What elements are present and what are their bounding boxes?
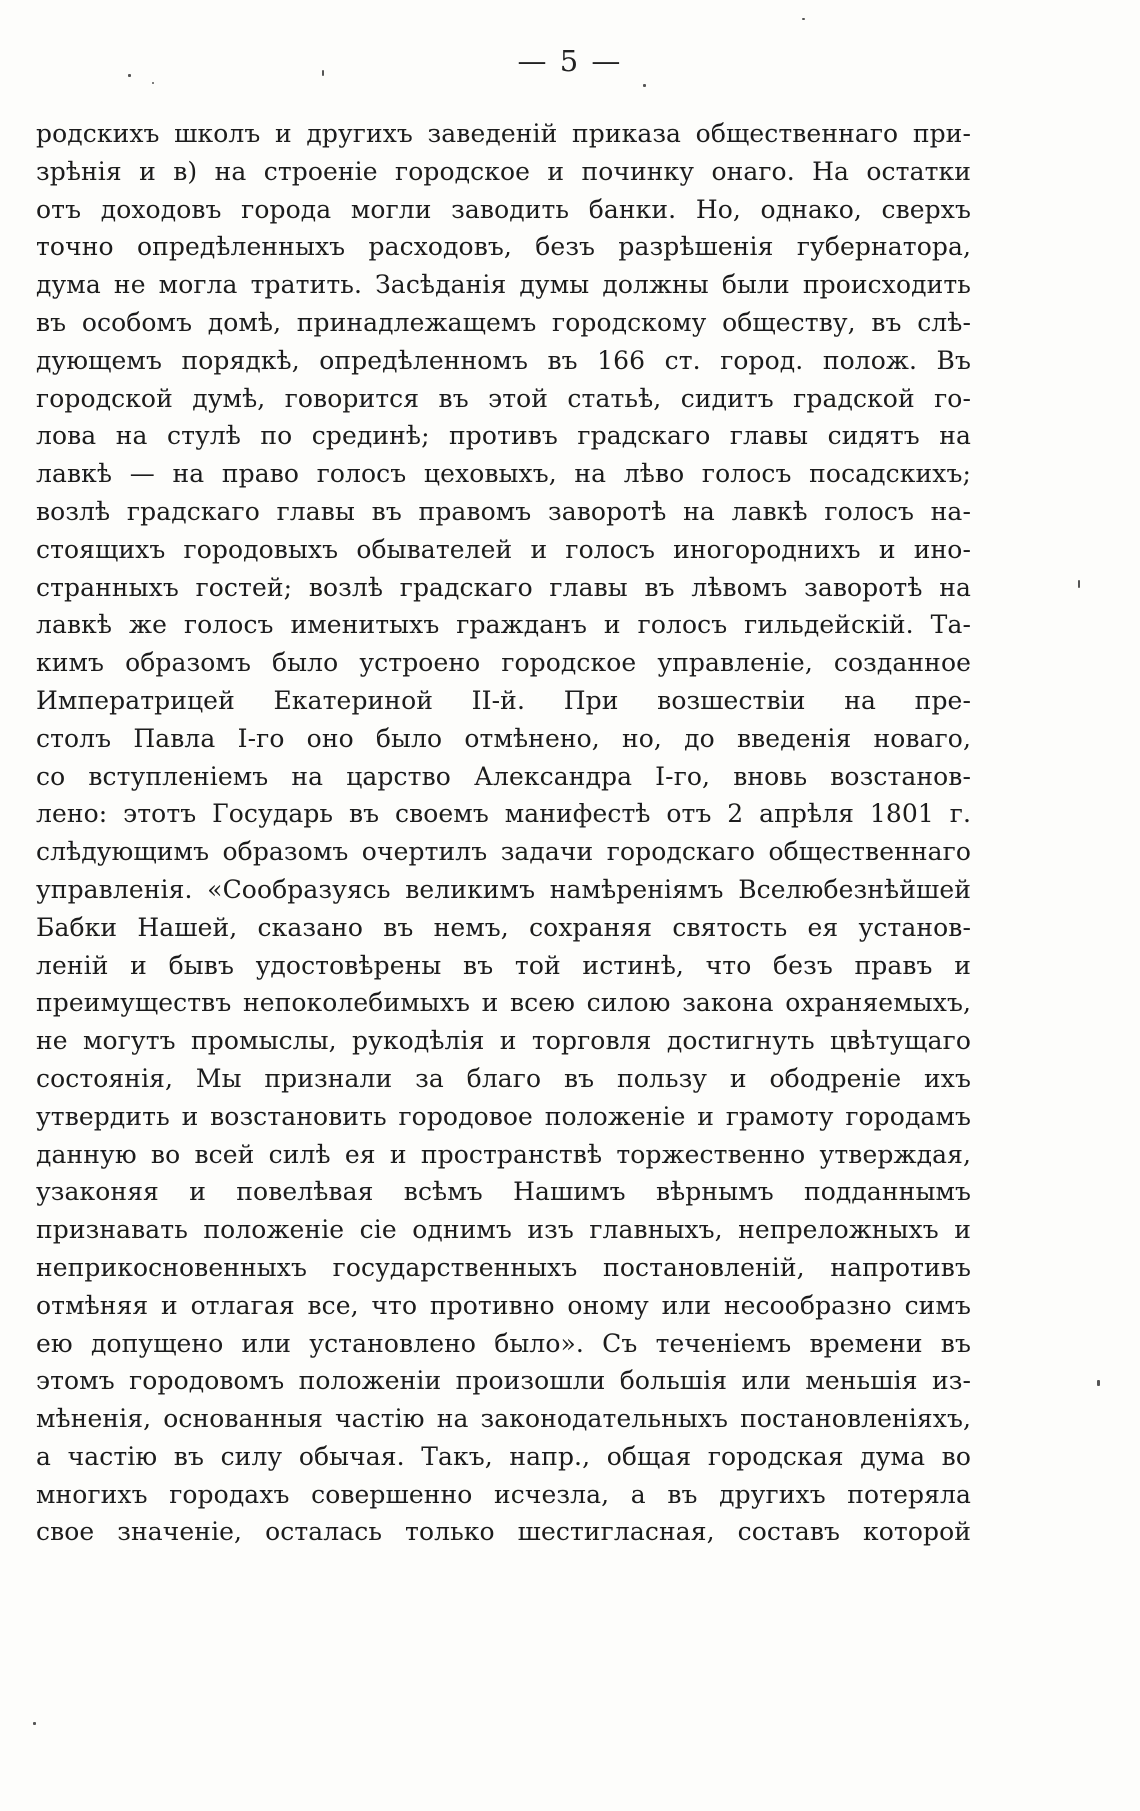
text-line: слѣдующимъ образомъ очертилъ задачи городскаго общественнаго [36, 837, 971, 867]
body-text [36, 115, 971, 1551]
text-line: зрѣнія и в) на строеніе городское и починку онаго. На остатки [36, 156, 971, 186]
text-line: свое значеніе, осталась только шестигласная, составъ которой [36, 1517, 971, 1547]
text-line: Бабки Нашей, сказано въ немъ, сохраняя святость ея установ- [36, 912, 971, 942]
scan-speck [643, 84, 646, 87]
text-line: странныхъ гостей; возлѣ градскаго главы въ лѣвомъ заворотѣ на [36, 572, 971, 602]
text-line: мѣненія, основанныя частію на законодательныхъ постановленіяхъ, [36, 1404, 971, 1434]
text-line: данную во всей силѣ ея и пространствѣ торжественно утверждая, [36, 1139, 971, 1169]
scan-speck [128, 74, 131, 77]
text-line: узаконяя и повелѣвая всѣмъ Нашимъ вѣрнымъ подданнымъ [36, 1177, 971, 1207]
text-line: а частію въ силу обычая. Такъ, напр., общая городская дума во [36, 1441, 971, 1471]
text-line: городской думѣ, говорится въ этой статьѣ, сидитъ градской го- [36, 383, 971, 413]
text-line: возлѣ градскаго главы въ правомъ заворотѣ на лавкѣ голосъ на- [36, 496, 971, 526]
text-line: Императрицей Екатериной II-й. При возшествіи на пре- [36, 685, 971, 715]
scan-speck [1078, 580, 1080, 588]
text-line: со вступленіемъ на царство Александра I-го, вновь возстанов- [36, 761, 971, 791]
text-line: точно опредѣленныхъ расходовъ, безъ разрѣшенія губернатора, [36, 232, 971, 262]
text-line: утвердить и возстановить городовое положеніе и грамоту городамъ [36, 1101, 971, 1131]
scan-speck [152, 82, 154, 84]
scan-speck [802, 18, 805, 20]
page-number: — 5 — [517, 44, 623, 78]
text-line: этомъ городовомъ положеніи произошли большія или меньшія из- [36, 1366, 971, 1396]
text-line: лавкѣ же голосъ именитыхъ гражданъ и голосъ гильдейскій. Та- [36, 610, 971, 640]
text-line: кимъ образомъ было устроено городское управленіе, созданное [36, 648, 971, 678]
text-line: многихъ городахъ совершенно исчезла, а въ другихъ потеряла [36, 1479, 971, 1509]
text-line: преимуществъ непоколебимыхъ и всею силою закона охраняемыхъ, [36, 988, 971, 1018]
text-line: неприкосновенныхъ государственныхъ постановленій, напротивъ [36, 1252, 971, 1282]
text-line: леній и бывъ удостовѣрены въ той истинѣ, что безъ правъ и [36, 950, 971, 980]
text-line: лавкѣ — на право голосъ цеховыхъ, на лѣво голосъ посадскихъ; [36, 459, 971, 489]
text-line: отмѣняя и отлагая все, что противно оному или несообразно симъ [36, 1290, 971, 1320]
text-line: не могутъ промыслы, рукодѣлія и торговля достигнуть цвѣтущаго [36, 1026, 971, 1056]
text-line: лено: этотъ Государь въ своемъ манифестѣ отъ 2 апрѣля 1801 г. [36, 799, 971, 829]
text-line: столъ Павла I-го оно было отмѣнено, но, до введенія новаго, [36, 723, 971, 753]
text-line: дующемъ порядкѣ, опредѣленномъ въ 166 ст. город. полож. Въ [36, 345, 971, 375]
scan-speck [1097, 1380, 1100, 1386]
text-line: родскихъ школъ и другихъ заведеній приказа общественнаго при- [36, 119, 971, 148]
text-line: состоянія, Мы признали за благо въ пользу и ободреніе ихъ [36, 1063, 971, 1093]
text-line: ею допущено или установлено было». Съ теченіемъ времени въ [36, 1328, 971, 1358]
text-line: въ особомъ домѣ, принадлежащемъ городскому обществу, въ слѣ- [36, 307, 971, 337]
text-line: лова на стулѣ по срединѣ; противъ градскаго главы сидятъ на [36, 421, 971, 451]
text-line: управленія. «Сообразуясь великимъ намѣреніямъ Вселюбезнѣйшей [36, 874, 971, 904]
scan-speck [33, 1722, 36, 1725]
text-line: стоящихъ городовыхъ обывателей и голосъ иногороднихъ и ино- [36, 534, 971, 564]
text-line: отъ доходовъ города могли заводить банки. Но, однако, сверхъ [36, 194, 971, 224]
scan-speck [322, 70, 324, 76]
text-line: признавать положеніе сіе однимъ изъ главныхъ, непреложныхъ и [36, 1215, 971, 1245]
text-line: дума не могла тратить. Засѣданія думы должны были происходить [36, 270, 971, 300]
